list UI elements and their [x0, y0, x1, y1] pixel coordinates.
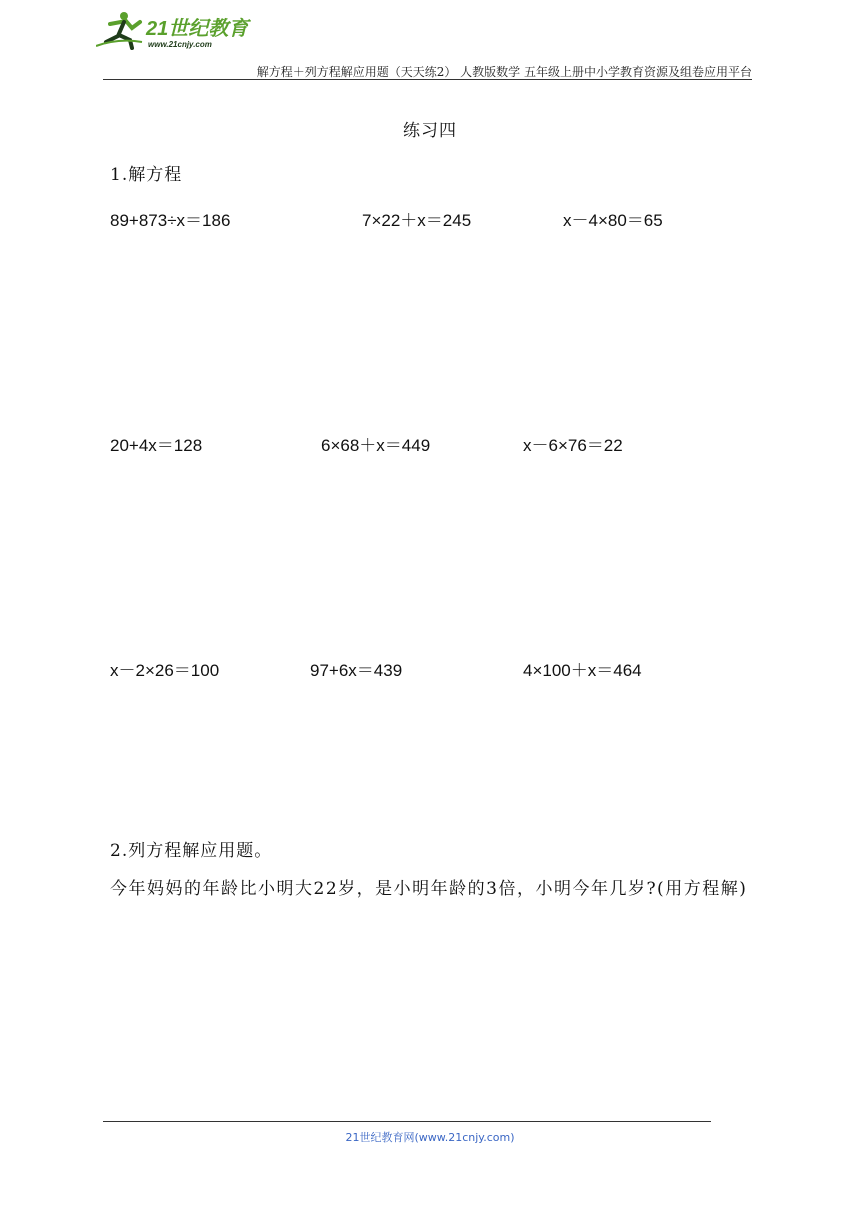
- footer-link[interactable]: 21世纪教育网(www.21cnjy.com): [345, 1131, 515, 1144]
- equation-1-3: x－4×80＝65: [563, 211, 663, 230]
- header-divider: [103, 79, 752, 80]
- header-doc-info: 解方程＋列方程解应用题（天天练2） 人教版数学 五年级上册中小学教育资源及组卷应用平台: [256, 65, 752, 79]
- section-2-heading: 2.列方程解应用题。: [110, 841, 273, 861]
- equation-2-2: 6×68＋x＝449: [321, 436, 431, 455]
- footer-divider: [103, 1121, 711, 1122]
- equation-1-2: 7×22＋x＝245: [362, 211, 472, 230]
- site-logo: [96, 8, 266, 52]
- page-title: 练习四: [403, 121, 457, 141]
- runner-logo-icon: [96, 12, 142, 48]
- equation-3-1: x－2×26＝100: [110, 661, 220, 680]
- equation-3-2: 97+6x＝439: [310, 661, 403, 680]
- section-1-heading: 1.解方程: [110, 165, 183, 185]
- equation-1-1: 89+873÷x＝186: [110, 211, 231, 230]
- equation-3-3: 4×100＋x＝464: [523, 661, 642, 680]
- equation-2-3: x－6×76＝22: [523, 436, 623, 455]
- word-problem-text: 今年妈妈的年龄比小明大22岁，是小明年龄的3倍，小明今年几岁?(用方程解): [110, 879, 748, 899]
- equation-2-1: 20+4x＝128: [110, 436, 203, 455]
- logo-url: www.21cnjy.com: [148, 40, 212, 49]
- logo-wordmark: 21世纪教育: [146, 18, 249, 40]
